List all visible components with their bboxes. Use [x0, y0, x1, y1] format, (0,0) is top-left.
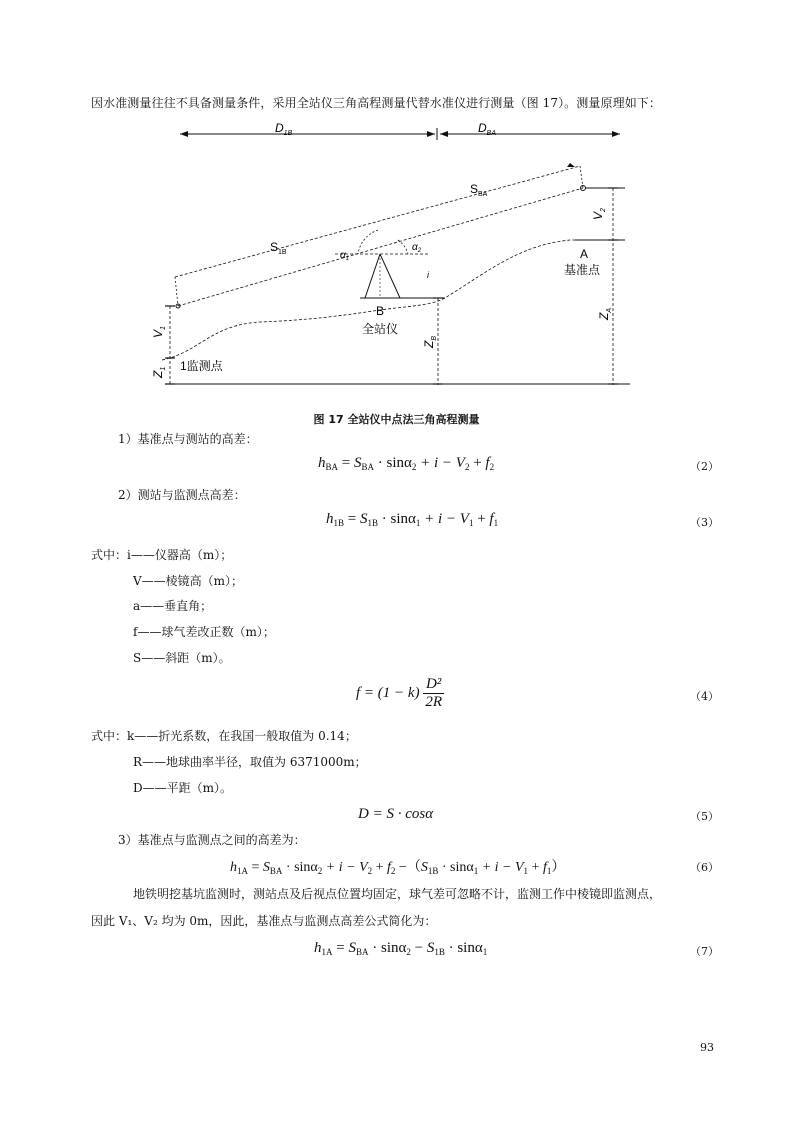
- label-benchmark: 基准点: [564, 263, 601, 277]
- definition-k: 式中：k——折光系数，在我国一般取值为 0.14；: [91, 729, 357, 743]
- label-point-a: A: [580, 247, 589, 261]
- paragraph-line-1: 地铁明挖基坑监测时，测站点及后视点位置均固定，球气差可忽略不计，监测工作中棱镜即监测点，: [133, 887, 662, 901]
- intro-text: 因水准测量往往不具备测量条件，采用全站仪三角高程测量代替水准仪进行测量（图 17）。测量原理如下：: [91, 96, 661, 110]
- figure-caption: 图 17 全站仪中点法三角高程测量: [313, 413, 480, 426]
- equation-number-2: （2）: [690, 460, 719, 473]
- definition-lead: 式中：i——仪器高（m）；: [91, 548, 233, 562]
- tripod-leg: [365, 254, 380, 298]
- equation-3: $h_{1B} = S_{1B} \cdot \sin\alpha_1 + i - V_1 + f_1$: [326, 511, 499, 528]
- step-3-text: 3）基准点与监测点之间的高差为：: [118, 833, 306, 847]
- equation-5: D = S · cosα: [358, 806, 434, 822]
- definition-a: a——垂直角；: [133, 599, 213, 613]
- definition-f: f——球气差改正数（m）；: [133, 625, 275, 639]
- label-v1: $V_1$: [151, 326, 167, 338]
- label-d1b: $D_{1B}$: [275, 121, 293, 137]
- label-i: i: [427, 270, 429, 280]
- label-alpha2: $\alpha_2$: [412, 242, 422, 254]
- arrow-right-icon: [427, 131, 435, 137]
- arrow-left-icon: [180, 131, 188, 137]
- label-point-b: B: [376, 304, 385, 318]
- label-v2: $V_2$: [591, 208, 607, 220]
- label-dba: $D_{BA}$: [478, 121, 497, 137]
- label-alpha1: $\alpha_1$: [340, 250, 350, 262]
- definition-v: V——棱镜高（m）；: [133, 574, 244, 588]
- page-number: 93: [700, 1041, 714, 1054]
- step-1-text: 1）基准点与测站的高差：: [118, 432, 258, 446]
- equation-number-3: （3）: [690, 516, 719, 529]
- sight-line: [178, 188, 583, 306]
- label-s-ba: $S_{BA}$: [470, 182, 488, 198]
- label-za: $Z_A$: [597, 307, 613, 320]
- definition-d: D——平距（m）。: [133, 781, 233, 795]
- equation-number-5: （5）: [690, 810, 719, 823]
- label-z1: $Z_1$: [151, 366, 167, 378]
- equation-2: $h_{BA} = S_{BA} \cdot \sin\alpha_2 + i - V_2 + f_2$: [318, 455, 495, 472]
- equation-7: $h_{1A} = S_{BA} \cdot \sin\alpha_2 - S_{1B} \cdot \sin\alpha_1$: [314, 940, 488, 957]
- arrow-left-icon: [440, 131, 448, 137]
- definition-r: R——地球曲率半径，取值为 6371000m；: [133, 755, 367, 769]
- definition-s: S——斜距（m）。: [133, 651, 231, 665]
- paragraph-line-2: 因此 V₁、V₂ 均为 0m，因此，基准点与监测点高差公式简化为：: [91, 914, 437, 928]
- equation-number-4: （4）: [690, 690, 719, 703]
- arrow-right-icon: [612, 131, 620, 137]
- equation-6: $h_{1A} = S_{BA} \cdot \sin\alpha_2 + i - V_2 + f_2 -(S_{1B} \cdot \sin\alpha_1 + i - V_1 + f_1)$: [230, 860, 566, 876]
- label-zb: $Z_B$: [422, 335, 438, 348]
- label-monitoring-point: 1监测点: [180, 359, 223, 373]
- figure-17-diagram: [140, 120, 640, 395]
- tripod-leg: [380, 254, 400, 298]
- label-total-station: 全站仪: [362, 322, 399, 336]
- step-2-text: 2）测站与监测点高差：: [118, 488, 246, 502]
- label-s-1b: $S_{1B}$: [270, 240, 287, 256]
- equation-4: f = (1 − k) $\frac{\text{D²}}{2R}$: [356, 676, 442, 710]
- ground-profile: [162, 240, 610, 360]
- equation-number-7: （7）: [690, 945, 719, 958]
- equation-number-6: （6）: [690, 861, 719, 874]
